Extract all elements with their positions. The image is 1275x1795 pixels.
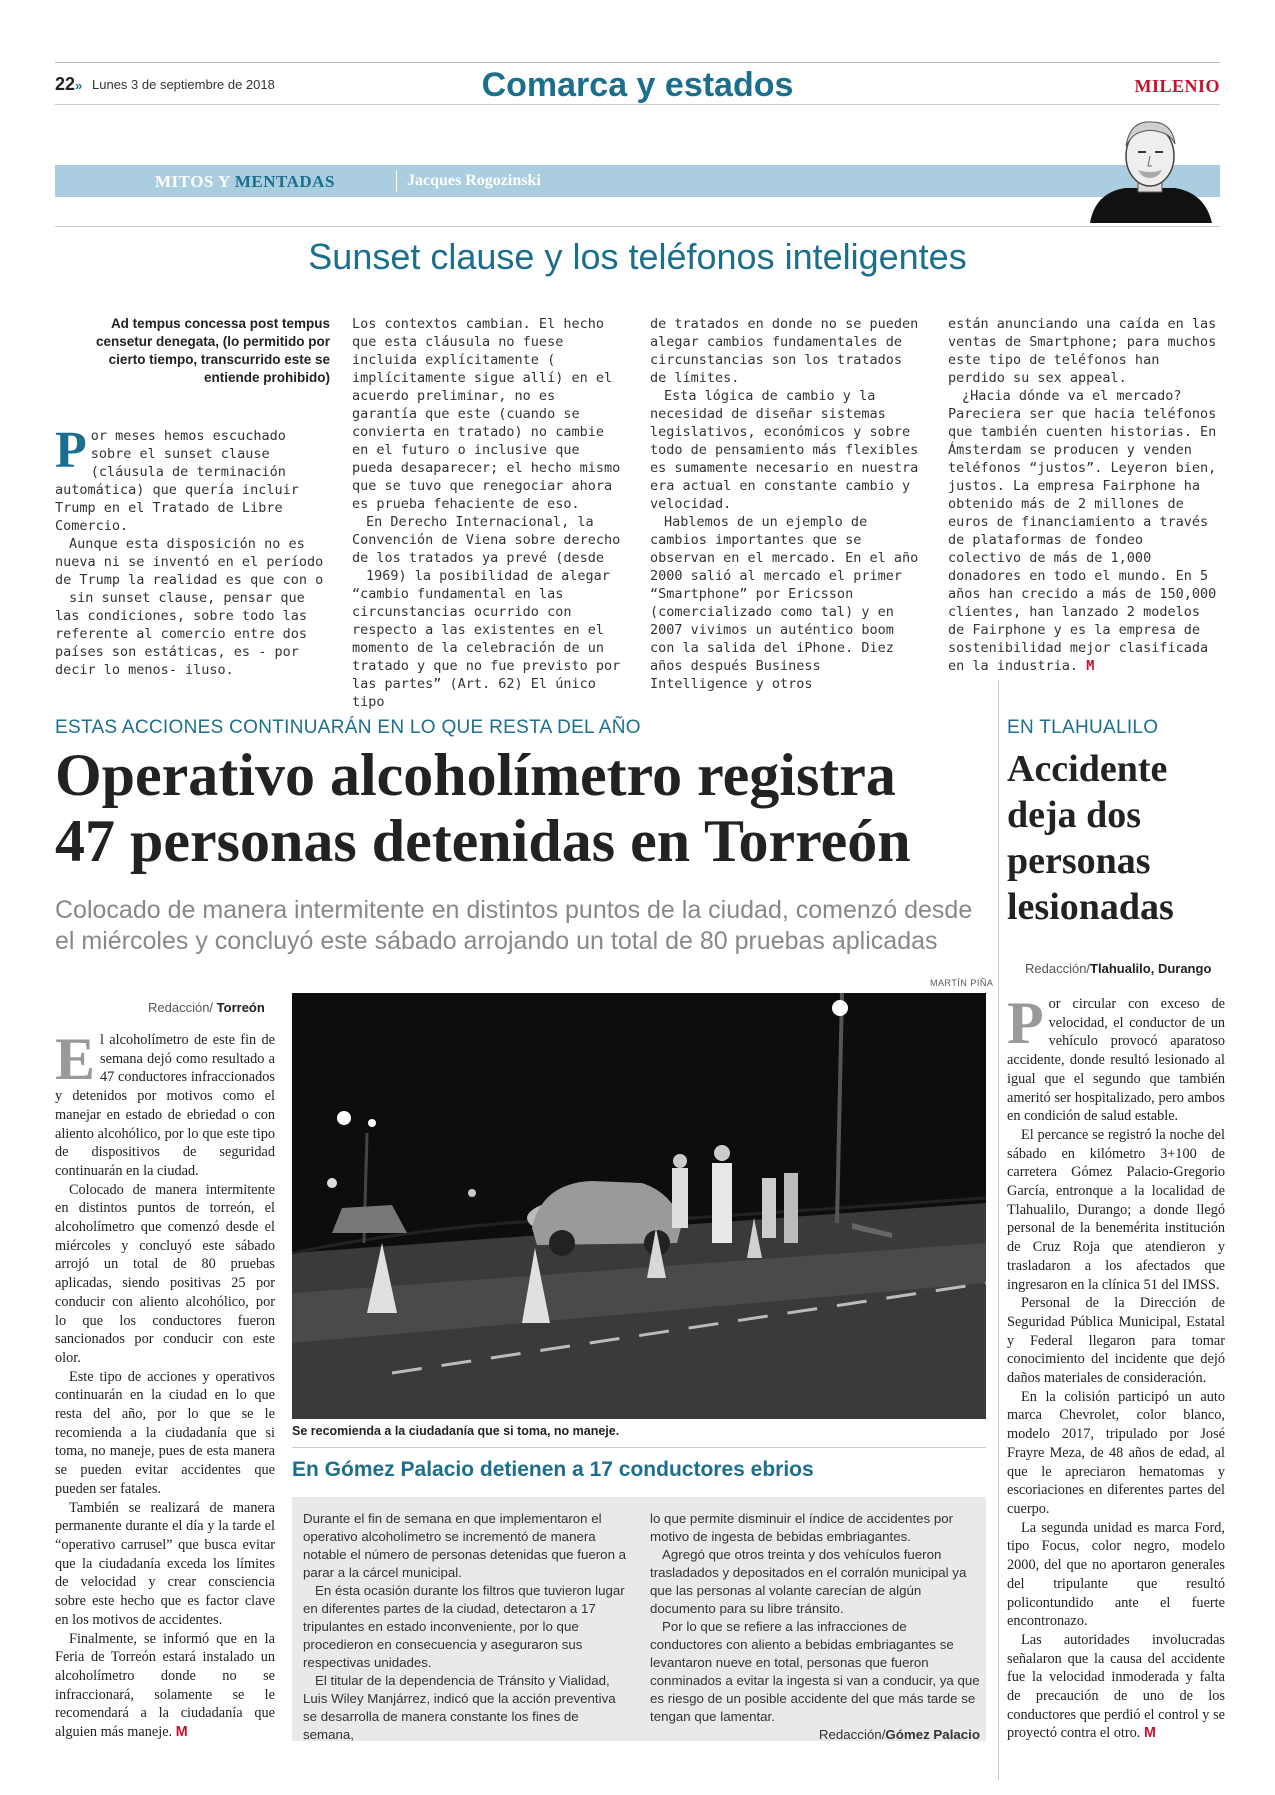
column-author: Jacques Rogozinski [407,172,541,189]
top-rule [55,62,1220,63]
section-title: Comarca y estados [481,66,794,104]
header-rule [55,104,1220,105]
main-headline: Operativo alcoholímetro registra 47 personas detenidas en Torreón [55,742,911,874]
main-subhead: Colocado de manera intermitente en distintos puntos de la ciudad, comenzó desde el miércoles y concluyó este sábado arrojando un total de 80 pruebas aplicadas [55,896,973,955]
dropcap: P [55,422,87,479]
brand-logo: MILENIO [1134,76,1220,96]
dropcap: E [55,1026,96,1092]
column-name: MITOS Y MENTADAS [155,172,335,191]
checkpoint-photo [292,993,986,1419]
double-chevron-right-icon: » [75,78,83,93]
page-date: Lunes 3 de septiembre de 2018 [92,77,275,92]
box-byline: Redacción/Gómez Palacio [818,1727,980,1742]
column-text-1: Por meses hemos escuchado sobre el sunset clause (cláusula de terminación automática) que quería incluir Trump en el Tratado de Libre Comercio. Aunque esta disposición no es nueva ni se inventó en el período de Trump la realidad es que con o sin sunset clause, pensar que las condiciones, sobre todo las referente al comercio entre dos países son estáticas, es - por decir lo menos- iluso. [55,422,324,678]
box-headline: En Gómez Palacio detienen a 17 conductores ebrios [292,1458,814,1481]
epigraph: Ad tempus concessa post tempus censetur denegata, (lo permitido por cierto tiempo, transcurrido este se entiende prohibido) [95,316,330,385]
author-portrait [1080,108,1220,223]
main-kicker: ESTAS ACCIONES CONTINUARÁN EN LO QUE RESTA DEL AÑO [55,717,641,738]
end-mark: M [1086,658,1095,674]
column-rule [55,226,1220,227]
box-text-1: Durante el fin de semana en que implementaron el operativo alcoholímetro se incrementó de manera notable el número de personas detenidas que fueron a parar a la cárcel municipal. En ésta ocasión durante los filtros que tuvieron lugar en diferentes partes de la ciudad, detectaron a 17 tripulantes en estado inconveniente, por lo que procedieron en consecuencia y aseguraron sus respectivas unidades. El titular de la dependencia de Tránsito y Vialidad, Luis Wiley Manjárrez, indicó que la acción preventiva se desarrolla de manera constante los fines de semana, [303,1511,627,1742]
column-headline: Sunset clause y los teléfonos inteligentes [308,236,967,277]
box-text-2: lo que permite disminuir el índice de accidentes por motivo de ingesta de bebidas embriagantes. Agregó que otros treinta y dos vehículos fueron trasladados y depositados en el corralón municipal ya que las personas al volante carecían de algún documento para su libre tránsito. Por lo que se refiere a las infracciones de conductores con aliento a bebidas embriagantes se levantaron nueve en total, personas que fueron conminados a evitar la ingesta si van a conducir, ya que es riesgo de un posible accidente del que más tarde se tengan que lamentar. Redacción/Gómez Palacio [650,1511,980,1742]
main-body: El alcoholímetro de este fin de semana dejó como resultado a 47 conductores infraccionados y detenidos por motivos como el manejar en estado de ebriedad o con aliento alcohólico, por lo que este tipo de dispositivos de seguridad continuarán en la ciudad. Colocado de manera intermitente en distintos puntos de torreón, el alcoholímetro que comenzó desde el miércoles y concluyó este sábado arrojó un total de 80 pruebas aplicadas, siendo positivas 25 por conducir con aliento alcohólico, por lo que los conductores fueron sancionados por conducir con este olor. Este tipo de acciones y operativos continuarán en la ciudad en lo que resta del año, por lo que se le recomienda a la ciudadanía que si toma, no maneje, pues de esta manera se pueden evitar accidentes que pueden ser fatales. También se realizará de manera permanente durante el día y la tarde el “operativo carrusel” que busca evitar que la ciudadanía exceda los límites de velocidad y crear consciencia sobre este hecho que es factor clave en los motivos de accidentes. Finalmente, se informó que en la Feria de Torreón estará instalado un alcoholímetro donde no se infraccionará, solamente se le recomendará a la ciudadanía que alguien más maneje. M [55,1026,275,1741]
column-text-4: están anunciando una caída en las ventas de Smartphone; para muchos este tipo de teléfonos han perdido su sex appeal. ¿Hacia dónde va el mercado? Pareciera ser que hacia teléfonos que también cuenten historias. En Ámsterdam se producen y venden teléfonos “justos”. Leyeron bien, justos. La empresa Fairphone ha obtenido más de 2 millones de euros de financiamiento a través de plataformas de fondeo colectivo de más de 1,000 donadores en todo el mundo. En 5 años han crecido a más de 150,000 clientes, han lanzado 2 modelos de Fairphone y es la empresa de sostenibilidad mejor clasificada en la industria. M [948,316,1217,674]
end-mark: M [1143,1725,1156,1742]
side-body: Por circular con exceso de velocidad, el conductor de un vehículo provocó aparatoso accidente, donde resultó lesionado al igual que el segundo que también ameritó ser hospitalizado, pero ambos en condición de salud estable. El percance se registró la noche del sábado en kilómetro 3+100 de carretera Gómez Palacio-Gregorio García, entronque a la localidad de Tlahualilo, Durango; a donde llegó personal de la benemérita institución de Cruz Roja que atendieron y trasladaron a los afectados que ingresaron en la clínica 51 del IMSS. Personal de la Dirección de Seguridad Pública Municipal, Estatal y Federal llegaron para tomar conocimiento del incidente que dejó daños materiales de consideración. En la colisión participó un auto marca Chevrolet, color blanco, modelo 2017, tripulado por José Frayre Meza, de 48 años de edad, al que le apreciaron hematomas y escoriaciones en diferentes partes del cuerpo. La segunda unidad es marca Ford, tipo Focus, color negro, modelo 2000, del que no aportaron generales del tripulante que resultó policontundido ante el fuerte encontronazo. Las autoridades involucradas señalaron que la causa del accidente fue la velocidad inmoderada y falta de precaución de uno de los conductores que perdió el control y se proyectó contra el otro. M [1007,990,1225,1742]
page-number: 22» [55,74,83,94]
side-byline: Redacción/Tlahualilo, Durango [1025,961,1212,976]
column-text-3: de tratados en donde no se pueden alegar cambios fundamentales de circunstancias son los tratados de límites. Esta lógica de cambio y la necesidad de diseñar sistemas legislativos, económicos y sobre todo de pensamiento más flexibles es sumamente necesario en nuestra era actual en constante cambio y velocidad. Hablemos de un ejemplo de cambios importantes que se observan en el mercado. En el año 2000 salió al mercado el primer “Smartphone” por Ericsson (comercializado como tal) y en 2007 vivimos un auténtico boom con la salida del iPhone. Diez años después Business Intelligence y otros [650,316,919,692]
photo-caption: Se recomienda a la ciudadanía que si toma, no maneje. [292,1424,620,1438]
caption-rule [292,1447,986,1448]
banner-divider [396,170,397,192]
side-headline: Accidente deja dos personas lesionadas [1007,748,1174,928]
column-divider [998,680,999,1780]
column-text-2: Los contextos cambian. El hecho que esta cláusula no fuese incluida explícitamente ( implícitamente sigue allí) en el acuerdo preliminar, no es garantía que este (cuando se convierta en tratado) no cambie en el futuro o inclusive que pueda desaparecer; el hecho mismo que se tuvo que renegociar ahora es prueba fehaciente de eso. En Derecho Internacional, la Convención de Viena sobre derecho de los tratados ya prevé (desde 1969) la posibilidad de alegar “cambio fundamental en las circunstancias ocurrido con respecto a las existentes en el momento de la celebración de un tratado y que no fue previsto por las partes” (Art. 62) El único tipo [352,316,621,710]
end-mark: M [175,1724,188,1741]
main-byline: Redacción/ Torreón [148,1000,265,1015]
photo-credit: MARTÍN PIÑA [930,978,994,988]
dropcap: P [1007,990,1044,1056]
side-kicker: EN TLAHUALILO [1007,717,1159,738]
